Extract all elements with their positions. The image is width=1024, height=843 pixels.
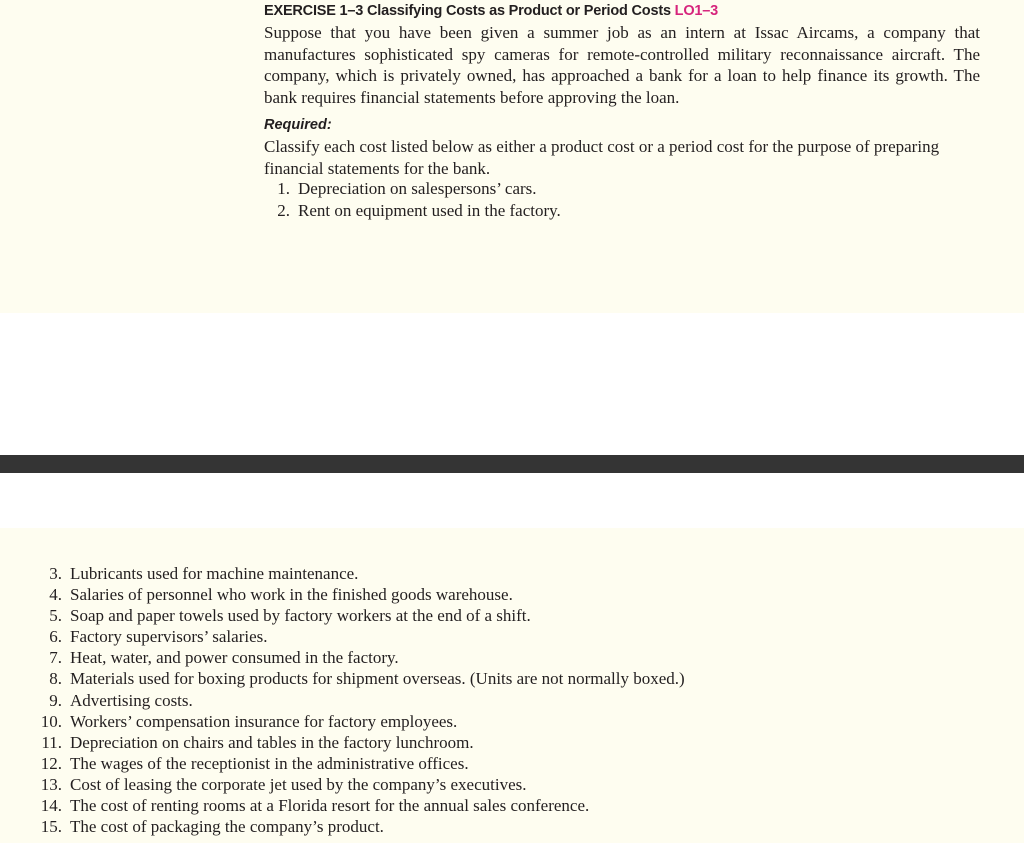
item-text: Heat, water, and power consumed in the factory. xyxy=(70,648,399,668)
item-number: 13. xyxy=(40,774,62,794)
list-item xyxy=(36,668,685,689)
list-item xyxy=(36,753,685,774)
item-number: 14. xyxy=(40,796,62,816)
page-divider-bar xyxy=(0,455,1024,473)
exercise-intro: Suppose that you have been given a summer job as an intern at Issac Aircams, a company that manufactures sophisticated spy cameras for remote-controlled military reconnaissance aircraft. The company, which is privately owned, has approached a bank for a loan to help finance its growth. The bank requires financial statements before approving the loan. xyxy=(264,23,980,107)
item-text: The cost of packaging the company’s product. xyxy=(70,817,384,837)
item-text: Lubricants used for machine maintenance. xyxy=(70,564,359,583)
item-number: 1. xyxy=(277,179,290,198)
item-text: Workers’ compensation insurance for factory employees. xyxy=(70,711,458,731)
item-number: 11. xyxy=(41,732,62,752)
item-number: 6. xyxy=(49,627,62,647)
list-item xyxy=(36,690,685,711)
required-label: Required: xyxy=(264,117,332,133)
item-text: Materials used for boxing products for shipment overseas. (Units are not normally boxed.) xyxy=(70,669,685,689)
list-item xyxy=(36,711,685,732)
item-number: 10. xyxy=(40,711,62,731)
item-number: 3. xyxy=(49,564,62,583)
list-item xyxy=(36,563,685,584)
item-number: 2. xyxy=(277,200,290,220)
exercise-instruction: Classify each cost listed below as either a product cost or a period cost for the purpose of preparing financial statements for the bank. xyxy=(264,137,940,178)
list-item xyxy=(36,795,685,816)
page-gap xyxy=(0,313,1024,455)
learning-objective-link[interactable]: LO1–3 xyxy=(674,3,718,19)
item-number: 7. xyxy=(49,648,62,668)
item-number: 5. xyxy=(49,606,62,626)
item-text: The wages of the receptionist in the administrative offices. xyxy=(70,753,469,773)
list-item xyxy=(264,200,561,222)
item-text: The cost of renting rooms at a Florida resort for the annual sales conference. xyxy=(70,796,590,816)
item-text: Rent on equipment used in the factory. xyxy=(298,200,561,220)
page-gap-lower xyxy=(0,473,1024,528)
cost-list-top xyxy=(264,178,561,221)
list-item xyxy=(36,584,685,605)
list-item xyxy=(36,626,685,647)
list-item xyxy=(36,774,685,795)
item-text: Depreciation on salespersons’ cars. xyxy=(298,179,537,198)
list-item xyxy=(36,605,685,626)
item-number: 4. xyxy=(49,585,62,605)
item-text: Cost of leasing the corporate jet used by the company’s executives. xyxy=(70,774,527,794)
exercise-heading xyxy=(264,3,718,19)
item-text: Depreciation on chairs and tables in the factory lunchroom. xyxy=(70,732,474,752)
item-text: Salaries of personnel who work in the finished goods warehouse. xyxy=(70,585,513,605)
item-number: 8. xyxy=(49,669,62,689)
cost-list-bottom xyxy=(36,563,685,837)
item-number: 12. xyxy=(40,753,62,773)
list-item xyxy=(36,647,685,668)
item-number: 15. xyxy=(40,817,62,837)
page-top-panel xyxy=(0,0,1024,313)
item-text: Soap and paper towels used by factory workers at the end of a shift. xyxy=(70,606,531,626)
item-text: Factory supervisors’ salaries. xyxy=(70,627,268,647)
item-text: Advertising costs. xyxy=(70,690,193,710)
item-number: 9. xyxy=(49,690,62,710)
exercise-title: EXERCISE 1–3 Classifying Costs as Product or Period Costs xyxy=(264,3,671,19)
list-item xyxy=(36,732,685,753)
list-item xyxy=(36,816,685,837)
list-item xyxy=(264,178,561,200)
